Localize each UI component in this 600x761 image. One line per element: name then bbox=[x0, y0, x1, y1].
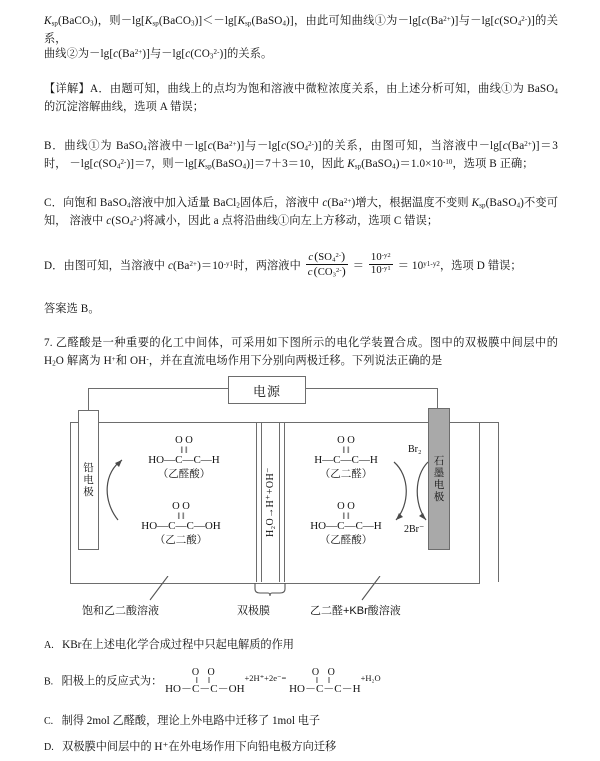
option-b-reactant-skeleton: HO－C－C－OH bbox=[165, 683, 245, 695]
option-b-tag: B. bbox=[44, 676, 54, 688]
solution-carryover-line-1: $K_{sp}(BaCO_3)$，则$-\lg[K_{sp}(BaCO_3)]<-\lg[K_{sp}(BaSO_4)]$，由此可知曲线①为$-\lg[c(Ba^{2+})]$与$-\lg[c(SO_4^{2-})]$的关系， bbox=[44, 14, 558, 46]
option-b-condition: +2H⁺+2e⁻= bbox=[244, 673, 287, 684]
solution-carryover-line-2: 曲线②为$-\lg[c(Ba^{2+})]$与$-\lg[c(CO_3^{2-})]$的关系。 bbox=[44, 47, 273, 61]
name-rt: （乙二醛） bbox=[319, 467, 373, 480]
graphite-electrode-label: 石墨电极 bbox=[432, 455, 445, 503]
label-left-solution: 饱和乙二酸溶液 bbox=[82, 605, 159, 617]
right-organic-arrow-icon bbox=[390, 458, 414, 528]
membrane-brace-icon bbox=[254, 583, 286, 597]
concentration-ratio-fraction: $\frac{c (SO_4^{2-})}{c (CO_3^{2-})}$ bbox=[307, 249, 346, 279]
option-b-tail: +H₂O bbox=[360, 673, 381, 684]
option-d-row[interactable] bbox=[44, 738, 336, 754]
oxygen-labels-lb: O O bbox=[172, 501, 190, 512]
detail-option-b: B．曲线①为 BaSO$_4$溶液中$-\lg[c(Ba^{2+})]$与$-\lg[c(SO_4^{2-})]$的关系，由图可知，当溶液中$-\lg[c(Ba^{2+})]=3$时， $-\lg[c(SO_4^{2-})]=7$，则$-\lg[K_{sp}(BaSO_4)]=7+3=10$，因此 $K_{sp}(BaSO_4)=1.0\times 10^{-10}$，选项 B 正确； bbox=[44, 139, 558, 171]
final-answer: 答案选 B。 bbox=[44, 303, 100, 315]
bromine-label: Br₂ bbox=[408, 444, 422, 455]
option-b-product-structure bbox=[289, 668, 361, 696]
bromide-label: 2Br⁻ bbox=[404, 524, 425, 535]
electrochemical-cell-diagram bbox=[60, 376, 540, 628]
molecule-oxalic-acid-left bbox=[114, 502, 248, 547]
option-b-product-bonds: ‖ ‖ bbox=[315, 676, 335, 685]
wire-top-left bbox=[88, 388, 229, 389]
double-bond-rb: ‖ ‖ bbox=[342, 510, 350, 521]
double-bond-rt: ‖ ‖ bbox=[342, 444, 350, 455]
detail-option-d: D．由图可知，当溶液中 $c(Ba^{2+})=10^{-y1}$时，两溶液中 $\frac{c (SO_4^{2-})}{c (CO_3^{2-})}$ ＝ $\frac{10^{-y2}}{10^{-y1}}$ ＝ $10^{y1-y2}$，选项 D 错误； bbox=[44, 249, 522, 279]
membrane-reaction-label: H₂O→H⁺+OH⁻ bbox=[265, 467, 276, 538]
name-rb: （乙醛酸） bbox=[319, 533, 373, 546]
question-7-stem: 7. 乙醛酸是一种重要的化工中间体，可采用如下图所示的电化学装置合成。图中的双极膜中间层中的 $H_2O$ 解离为 H+和 OH-，并在直流电场作用下分别向两极迁移。下列说法正确的是 bbox=[44, 337, 558, 368]
skeleton-lb: HO—C—C—OH bbox=[141, 519, 221, 532]
molecule-glyoxylic-acid-left bbox=[122, 436, 246, 481]
wire-right-outer-v bbox=[498, 422, 499, 582]
label-bipolar-membrane: 双极膜 bbox=[237, 605, 270, 617]
name-lt: （乙醛酸） bbox=[157, 467, 211, 480]
lead-electrode-label: 铅电极 bbox=[82, 462, 94, 498]
skeleton-rt: H—C—C—H bbox=[314, 453, 378, 466]
leader-line-right-icon bbox=[360, 576, 382, 602]
option-b-reactant-oxygens: O O bbox=[191, 667, 218, 678]
option-b-reactant-bonds: ‖ ‖ bbox=[195, 676, 215, 685]
question-number: 7. bbox=[44, 337, 53, 349]
option-a-row[interactable] bbox=[44, 636, 294, 652]
option-d-tag: D. bbox=[44, 742, 54, 753]
wire-top-right bbox=[304, 388, 438, 389]
left-reaction-arrow-icon bbox=[98, 454, 126, 528]
option-b-product-skeleton: HO－C－C－H bbox=[289, 683, 361, 695]
option-b-row[interactable] bbox=[44, 668, 381, 696]
option-c-text: 制得 2mol 乙醛酸，理论上外电路中迁移了 1mol 电子 bbox=[61, 715, 321, 727]
molecule-glyoxal-right bbox=[288, 436, 404, 481]
leader-line-left-icon bbox=[148, 576, 170, 602]
option-a-tag: A. bbox=[44, 640, 54, 651]
graphite-electrode bbox=[428, 408, 450, 550]
detail-option-a: 【详解】A．由题可知，曲线上的点均为饱和溶液中微粒浓度关系，由上述分析可知，曲线①为 BaSO$_4$的沉淀溶解曲线，选项 A 错误； bbox=[44, 83, 558, 114]
name-lb: （乙二酸） bbox=[154, 533, 208, 546]
option-c-tag: C. bbox=[44, 716, 54, 727]
power-ratio-fraction: $\frac{10^{-y2}}{10^{-y1}}$ bbox=[370, 252, 391, 277]
option-a-text: KBr在上述电化学合成过程中只起电解质的作用 bbox=[62, 639, 294, 651]
bipolar-membrane bbox=[256, 423, 285, 582]
double-bond-lb: ‖ ‖ bbox=[177, 510, 185, 521]
oxygen-labels-lt: O O bbox=[175, 435, 193, 446]
double-bond-lt: ‖ ‖ bbox=[180, 444, 188, 455]
oxygen-labels-rb: O O bbox=[337, 501, 355, 512]
skeleton-rb: HO—C—C—H bbox=[310, 519, 382, 532]
power-supply-box bbox=[228, 376, 306, 404]
lead-electrode bbox=[78, 410, 99, 550]
option-c-row[interactable] bbox=[44, 712, 320, 728]
option-d-text: 双极膜中间层中的 H⁺在外电场作用下向铅电极方向迁移 bbox=[62, 741, 337, 753]
option-b-text: 阳极上的反应式为： bbox=[61, 675, 163, 688]
option-b-reactant-structure bbox=[165, 668, 244, 696]
wire-right-outer-h bbox=[448, 422, 499, 423]
option-b-product-oxygens: O O bbox=[311, 667, 338, 678]
detail-tag: 【详解】 bbox=[44, 83, 91, 95]
oxygen-labels-rt: O O bbox=[337, 435, 355, 446]
label-right-solution: 乙二醛+KBr酸溶液 bbox=[310, 605, 401, 617]
detail-option-c: C．向饱和 BaSO$_4$溶液中加入适量 BaCl$_2$固体后，溶液中 $c(Ba^{2+})$增大，根据温度不变则 $K_{sp}(BaSO_4)$不变可知， 溶液中 $c(SO_4^{2-})$将减小，因此 a 点将沿曲线①向左上方移动，选项 C 错误； bbox=[44, 196, 558, 228]
skeleton-lt: HO—C—C—H bbox=[148, 453, 220, 466]
power-supply-label: 电源 bbox=[252, 383, 281, 399]
